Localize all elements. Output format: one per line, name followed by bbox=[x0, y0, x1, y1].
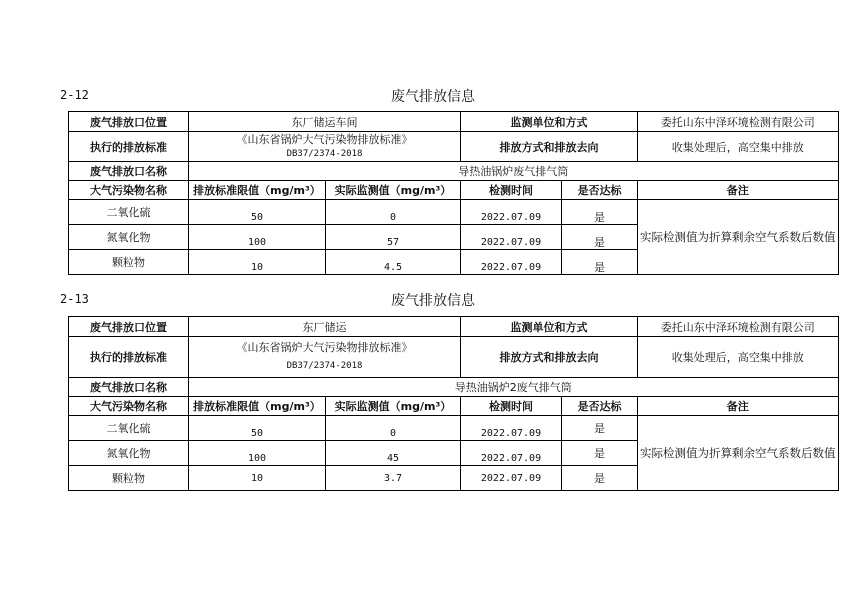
compliant-value: 是 bbox=[562, 441, 638, 466]
col-header-pollutant: 大气污染物名称 bbox=[69, 397, 189, 416]
method-value: 收集处理后，高空集中排放 bbox=[638, 132, 839, 162]
table-row bbox=[69, 112, 839, 132]
test-date: 2022.07.09 bbox=[461, 416, 562, 441]
limit-value: 50 bbox=[189, 416, 326, 441]
location-value: 东厂储运 bbox=[189, 317, 461, 337]
compliant-value: 是 bbox=[562, 466, 638, 491]
table-row bbox=[69, 200, 839, 225]
table-row bbox=[69, 378, 839, 397]
table-row bbox=[69, 337, 839, 378]
compliant-value: 是 bbox=[562, 416, 638, 441]
standard-cell bbox=[189, 337, 461, 378]
location-label: 废气排放口位置 bbox=[69, 317, 189, 337]
section-number: 2-13 bbox=[60, 292, 89, 306]
col-header-date: 检测时间 bbox=[461, 397, 562, 416]
test-date: 2022.07.09 bbox=[461, 250, 562, 275]
col-header-compliant: 是否达标 bbox=[562, 397, 638, 416]
pollutant-name: 颗粒物 bbox=[69, 250, 189, 275]
pollutant-name: 氮氧化物 bbox=[69, 225, 189, 250]
outlet-label: 废气排放口名称 bbox=[69, 378, 189, 397]
test-date: 2022.07.09 bbox=[461, 200, 562, 225]
col-header-note: 备注 bbox=[638, 397, 839, 416]
section-number: 2-12 bbox=[60, 88, 89, 102]
standard-label: 执行的排放标准 bbox=[69, 132, 189, 162]
table-row bbox=[69, 317, 839, 337]
standard-cell bbox=[189, 132, 461, 162]
table-row bbox=[69, 162, 839, 181]
col-header-compliant: 是否达标 bbox=[562, 181, 638, 200]
monitor-value: 委托山东中泽环境检测有限公司 bbox=[638, 317, 839, 337]
test-date: 2022.07.09 bbox=[461, 441, 562, 466]
table-row bbox=[69, 132, 839, 162]
standard-code: DB37/2374-2018 bbox=[286, 148, 363, 159]
standard-code: DB37/2374-2018 bbox=[286, 361, 363, 371]
standard-name: 《山东省锅炉大气污染物排放标准》 bbox=[236, 132, 413, 146]
col-header-note: 备注 bbox=[638, 181, 839, 200]
compliant-value: 是 bbox=[562, 250, 638, 275]
standard-name: 《山东省锅炉大气污染物排放标准》 bbox=[236, 341, 413, 354]
actual-value: 4.5 bbox=[326, 250, 461, 275]
monitor-label: 监测单位和方式 bbox=[461, 317, 638, 337]
outlet-label: 废气排放口名称 bbox=[69, 162, 189, 181]
col-header-date: 检测时间 bbox=[461, 181, 562, 200]
method-label: 排放方式和排放去向 bbox=[461, 337, 638, 378]
monitor-value: 委托山东中泽环境检测有限公司 bbox=[638, 112, 839, 132]
pollutant-name: 颗粒物 bbox=[69, 466, 189, 491]
col-header-pollutant: 大气污染物名称 bbox=[69, 181, 189, 200]
monitor-label: 监测单位和方式 bbox=[461, 112, 638, 132]
section-title: 废气排放信息 bbox=[391, 89, 475, 105]
note-text: 实际检测值为折算剩余空气系数后数值 bbox=[638, 416, 839, 491]
pollutant-name: 二氧化硫 bbox=[69, 416, 189, 441]
actual-value: 45 bbox=[326, 441, 461, 466]
col-header-actual: 实际监测值（mg/m³） bbox=[326, 181, 461, 200]
limit-value: 100 bbox=[189, 441, 326, 466]
limit-value: 100 bbox=[189, 225, 326, 250]
location-value: 东厂储运车间 bbox=[189, 112, 461, 132]
compliant-value: 是 bbox=[562, 200, 638, 225]
actual-value: 3.7 bbox=[326, 466, 461, 491]
col-header-limit: 排放标准限值（mg/m³） bbox=[189, 181, 326, 200]
location-label: 废气排放口位置 bbox=[69, 112, 189, 132]
actual-value: 57 bbox=[326, 225, 461, 250]
pollutant-name: 氮氧化物 bbox=[69, 441, 189, 466]
outlet-value: 导热油锅炉废气排气筒 bbox=[189, 162, 839, 181]
actual-value: 0 bbox=[326, 416, 461, 441]
limit-value: 50 bbox=[189, 200, 326, 225]
limit-value: 10 bbox=[189, 250, 326, 275]
table-row bbox=[69, 416, 839, 441]
limit-value: 10 bbox=[189, 466, 326, 491]
test-date: 2022.07.09 bbox=[461, 225, 562, 250]
col-header-actual: 实际监测值（mg/m³） bbox=[326, 397, 461, 416]
method-label: 排放方式和排放去向 bbox=[461, 132, 638, 162]
emission-table bbox=[68, 316, 839, 491]
note-text: 实际检测值为折算剩余空气系数后数值 bbox=[638, 200, 839, 275]
col-header-limit: 排放标准限值（mg/m³） bbox=[189, 397, 326, 416]
header-row bbox=[69, 181, 839, 200]
section-title: 废气排放信息 bbox=[391, 293, 475, 309]
test-date: 2022.07.09 bbox=[461, 466, 562, 491]
outlet-value: 导热油锅炉2废气排气筒 bbox=[189, 378, 839, 397]
standard-label: 执行的排放标准 bbox=[69, 337, 189, 378]
header-row bbox=[69, 397, 839, 416]
actual-value: 0 bbox=[326, 200, 461, 225]
emission-table bbox=[68, 111, 839, 275]
pollutant-name: 二氧化硫 bbox=[69, 200, 189, 225]
method-value: 收集处理后，高空集中排放 bbox=[638, 337, 839, 378]
compliant-value: 是 bbox=[562, 225, 638, 250]
